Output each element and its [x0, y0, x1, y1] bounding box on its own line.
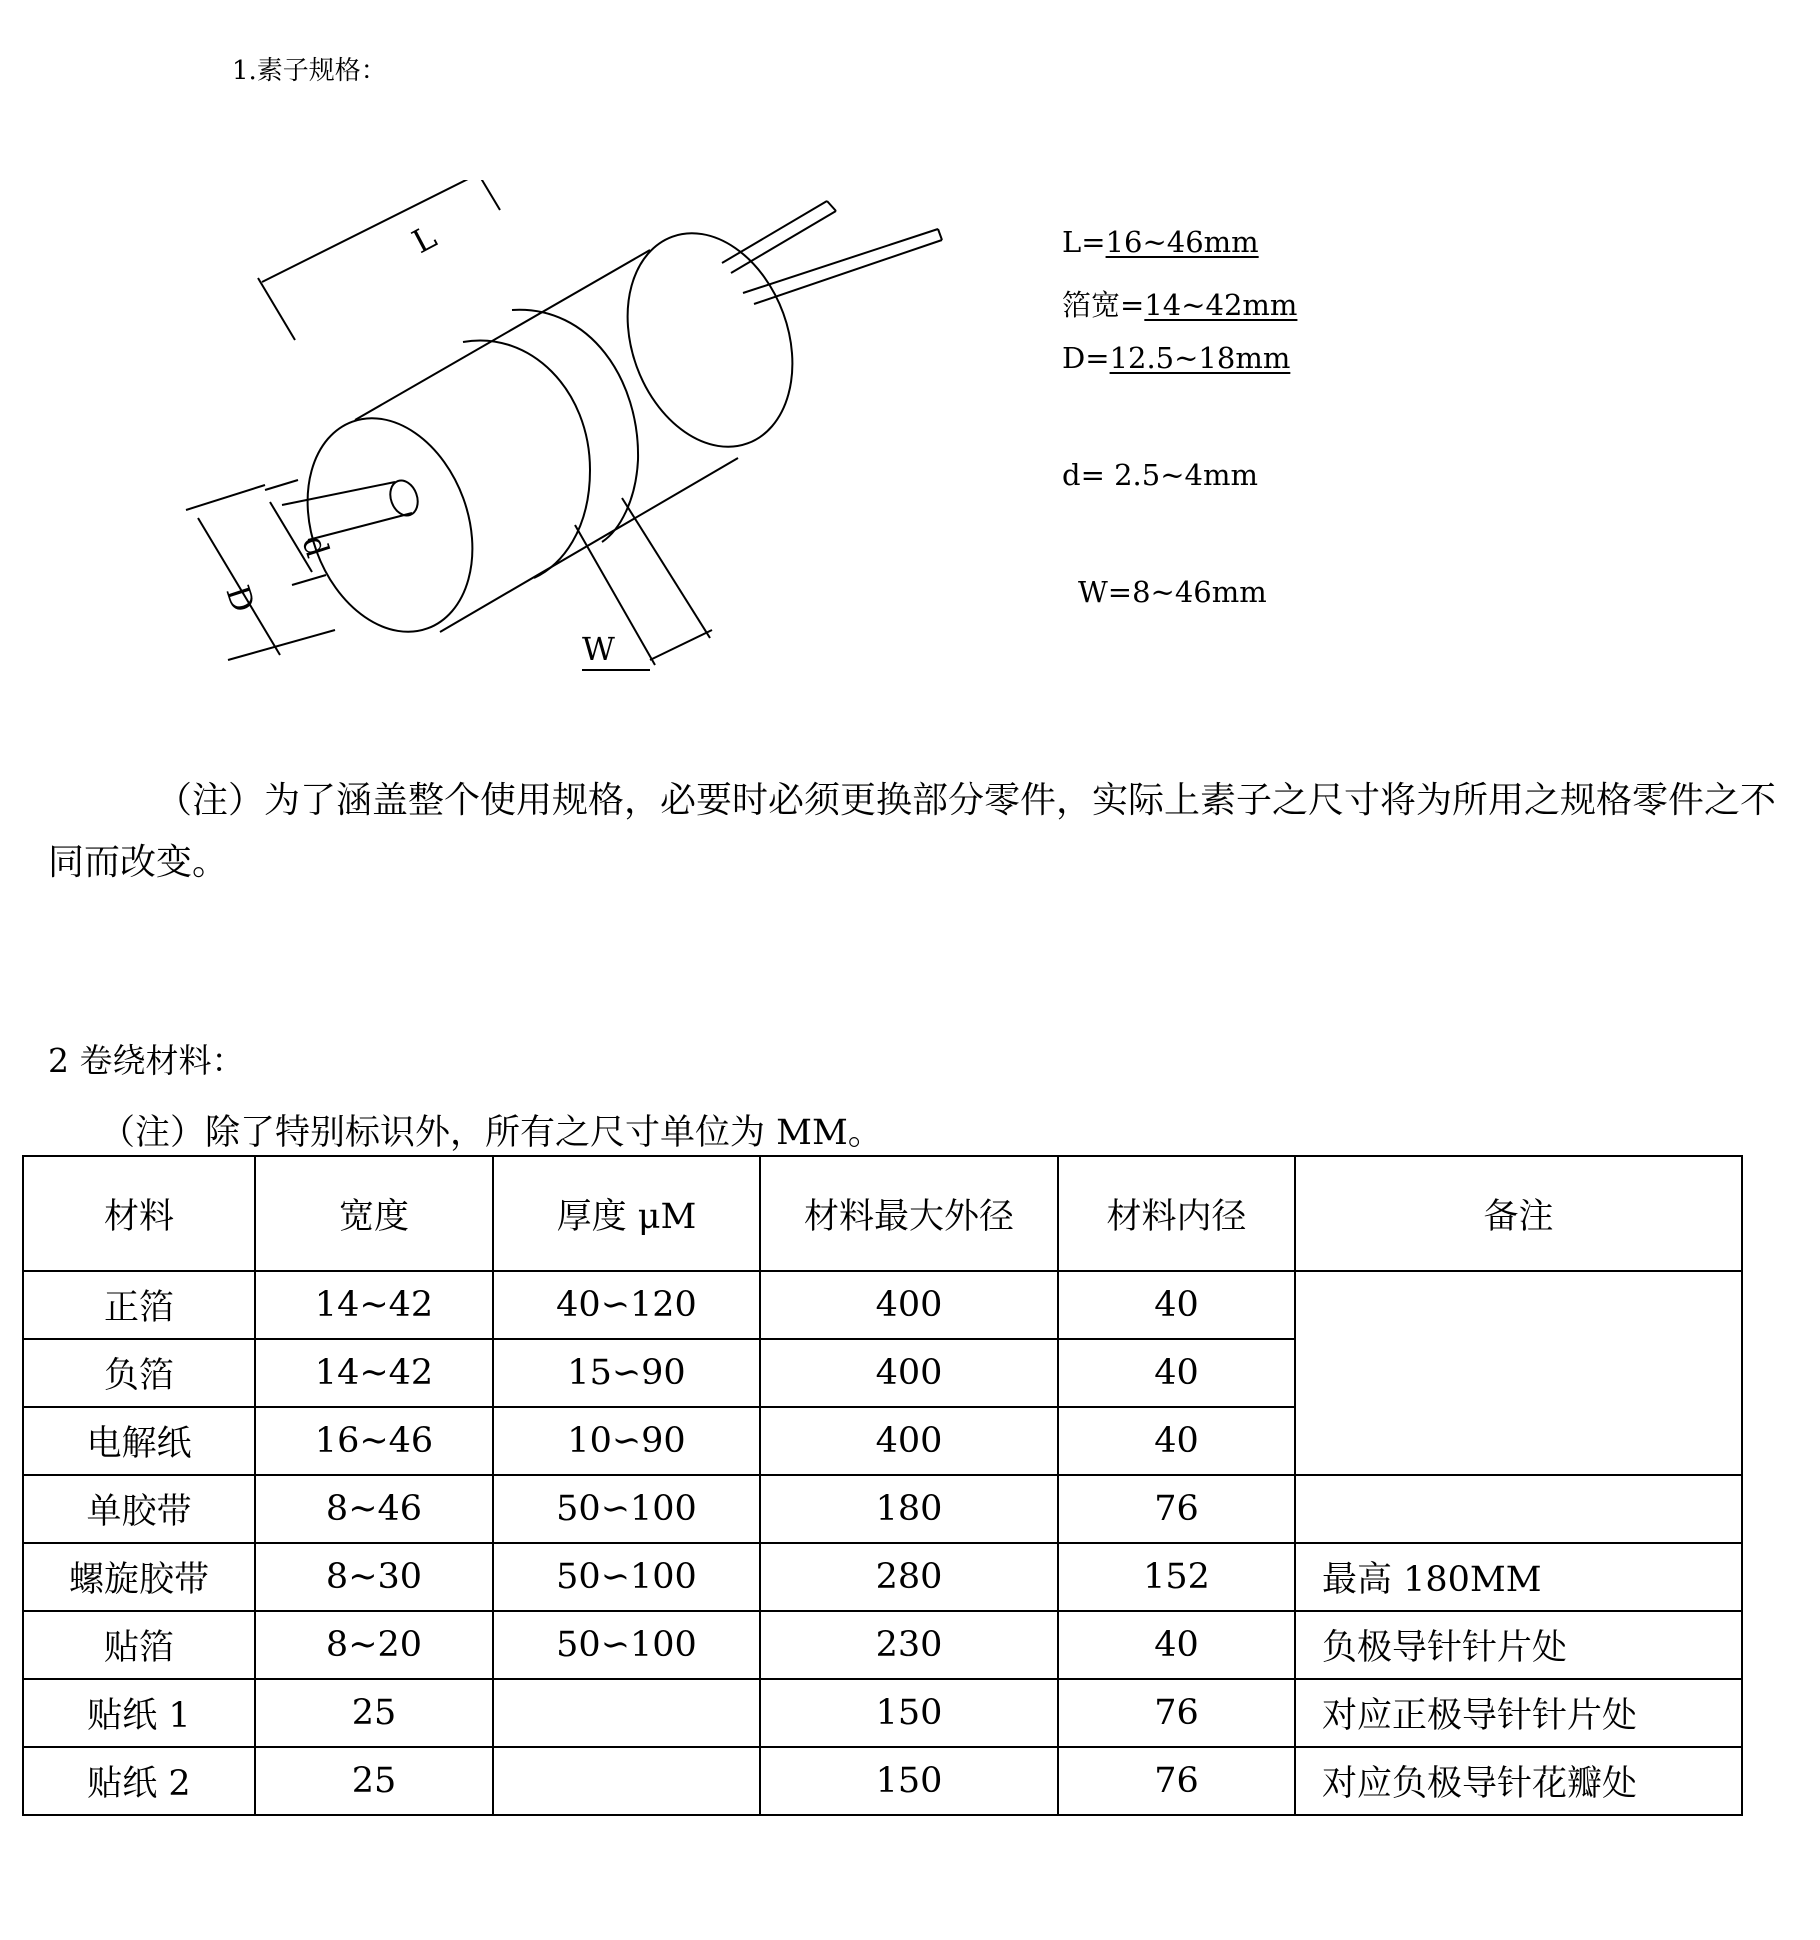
table-cell: 单胶带 — [23, 1475, 255, 1543]
table-header-row — [23, 1156, 1742, 1271]
tape-band-edge — [512, 310, 638, 542]
label-D: D — [218, 580, 263, 617]
merged-remark-cell — [1295, 1271, 1742, 1475]
table-cell: 贴箔 — [23, 1611, 255, 1679]
L-dimension-line — [262, 180, 482, 282]
table-cell: 400 — [760, 1339, 1058, 1407]
spec-W: W=8~46mm — [1078, 575, 1267, 609]
table-cell-remark — [1295, 1475, 1742, 1543]
table-cell: 25 — [255, 1747, 493, 1815]
table-cell: 76 — [1058, 1747, 1295, 1815]
capacitor-element-diagram — [150, 180, 970, 740]
label-d: d — [294, 530, 337, 562]
table-cell: 8~46 — [255, 1475, 493, 1543]
cylinder-back-end — [599, 210, 821, 470]
table-cell: 76 — [1058, 1679, 1295, 1747]
spec-d: d= 2.5~4mm — [1062, 458, 1258, 492]
table-cell: 电解纸 — [23, 1407, 255, 1475]
table-cell: 16~46 — [255, 1407, 493, 1475]
section2-title: 2 卷绕材料： — [48, 1041, 245, 1080]
header-material: 材料 — [23, 1156, 255, 1271]
table-cell: 400 — [760, 1271, 1058, 1339]
table-cell: 正箔 — [23, 1271, 255, 1339]
table-cell: 180 — [760, 1475, 1058, 1543]
table-cell: 15∽90 — [493, 1339, 760, 1407]
table-cell: 贴纸 2 — [23, 1747, 255, 1815]
table-row — [23, 1475, 1742, 1543]
table-cell-remark: 最高 180MM — [1295, 1543, 1742, 1611]
table-cell: 76 — [1058, 1475, 1295, 1543]
table-row — [23, 1271, 1742, 1339]
spec-foil-width: 箔宽=14~42mm — [1062, 288, 1298, 322]
d-dimension-line — [270, 502, 312, 572]
table-cell: 40 — [1058, 1611, 1295, 1679]
header-thickness: 厚度 μM — [493, 1156, 760, 1271]
table-cell-remark: 对应正极导针针片处 — [1295, 1679, 1742, 1747]
table-cell: 14~42 — [255, 1271, 493, 1339]
tape-band-edge — [463, 340, 590, 578]
table-cell: 40 — [1058, 1407, 1295, 1475]
spec-D: D=12.5~18mm — [1062, 341, 1291, 375]
winding-materials-table — [22, 1155, 1743, 1816]
table-cell: 50∽100 — [493, 1543, 760, 1611]
section2-note: （注）除了特别标识外，所有之尺寸单位为 MM。 — [100, 1113, 883, 1153]
table-cell: 负箔 — [23, 1339, 255, 1407]
table-row — [23, 1679, 1742, 1747]
table-cell — [493, 1679, 760, 1747]
table-cell-remark: 负极导针针片处 — [1295, 1611, 1742, 1679]
table-row — [23, 1611, 1742, 1679]
table-cell: 14~42 — [255, 1339, 493, 1407]
table-cell: 8~30 — [255, 1543, 493, 1611]
table-cell: 40 — [1058, 1339, 1295, 1407]
header-width: 宽度 — [255, 1156, 493, 1271]
spec-L: L=16~46mm — [1062, 225, 1259, 259]
lead-wire-line — [722, 201, 827, 263]
table-cell: 150 — [760, 1679, 1058, 1747]
table-row — [23, 1543, 1742, 1611]
table-cell: 50∽100 — [493, 1611, 760, 1679]
table-cell: 25 — [255, 1679, 493, 1747]
table-cell: 230 — [760, 1611, 1058, 1679]
table-cell: 8~20 — [255, 1611, 493, 1679]
table-cell: 400 — [760, 1407, 1058, 1475]
table-cell: 40 — [1058, 1271, 1295, 1339]
table-cell-remark: 对应负极导针花瓣处 — [1295, 1747, 1742, 1815]
table-cell: 贴纸 1 — [23, 1679, 255, 1747]
table-cell: 螺旋胶带 — [23, 1543, 255, 1611]
table-cell — [493, 1747, 760, 1815]
lead-wire-line — [754, 240, 942, 304]
table-cell: 10∽90 — [493, 1407, 760, 1475]
section1-note: （注）为了涵盖整个使用规格，必要时必须更换部分零件，实际上素子之尺寸将为所用之规格零件之不同而改变。 — [48, 780, 1777, 883]
table-cell: 280 — [760, 1543, 1058, 1611]
table-cell: 40∽120 — [493, 1271, 760, 1339]
header-remarks: 备注 — [1295, 1156, 1742, 1271]
section1-title: 1.素子规格： — [232, 56, 387, 86]
header-inner-diameter: 材料内径 — [1058, 1156, 1295, 1271]
table-row — [23, 1747, 1742, 1815]
label-L: L — [405, 217, 443, 262]
label-W: W — [582, 630, 615, 668]
cylinder-top-edge — [355, 250, 650, 420]
table-cell: 152 — [1058, 1543, 1295, 1611]
header-max-outer-diameter: 材料最大外径 — [760, 1156, 1058, 1271]
W-dimension-line — [650, 630, 712, 660]
table-cell: 150 — [760, 1747, 1058, 1815]
table-cell: 50∽100 — [493, 1475, 760, 1543]
lead-wire-line — [731, 211, 836, 273]
lead-wire-line — [743, 229, 938, 293]
